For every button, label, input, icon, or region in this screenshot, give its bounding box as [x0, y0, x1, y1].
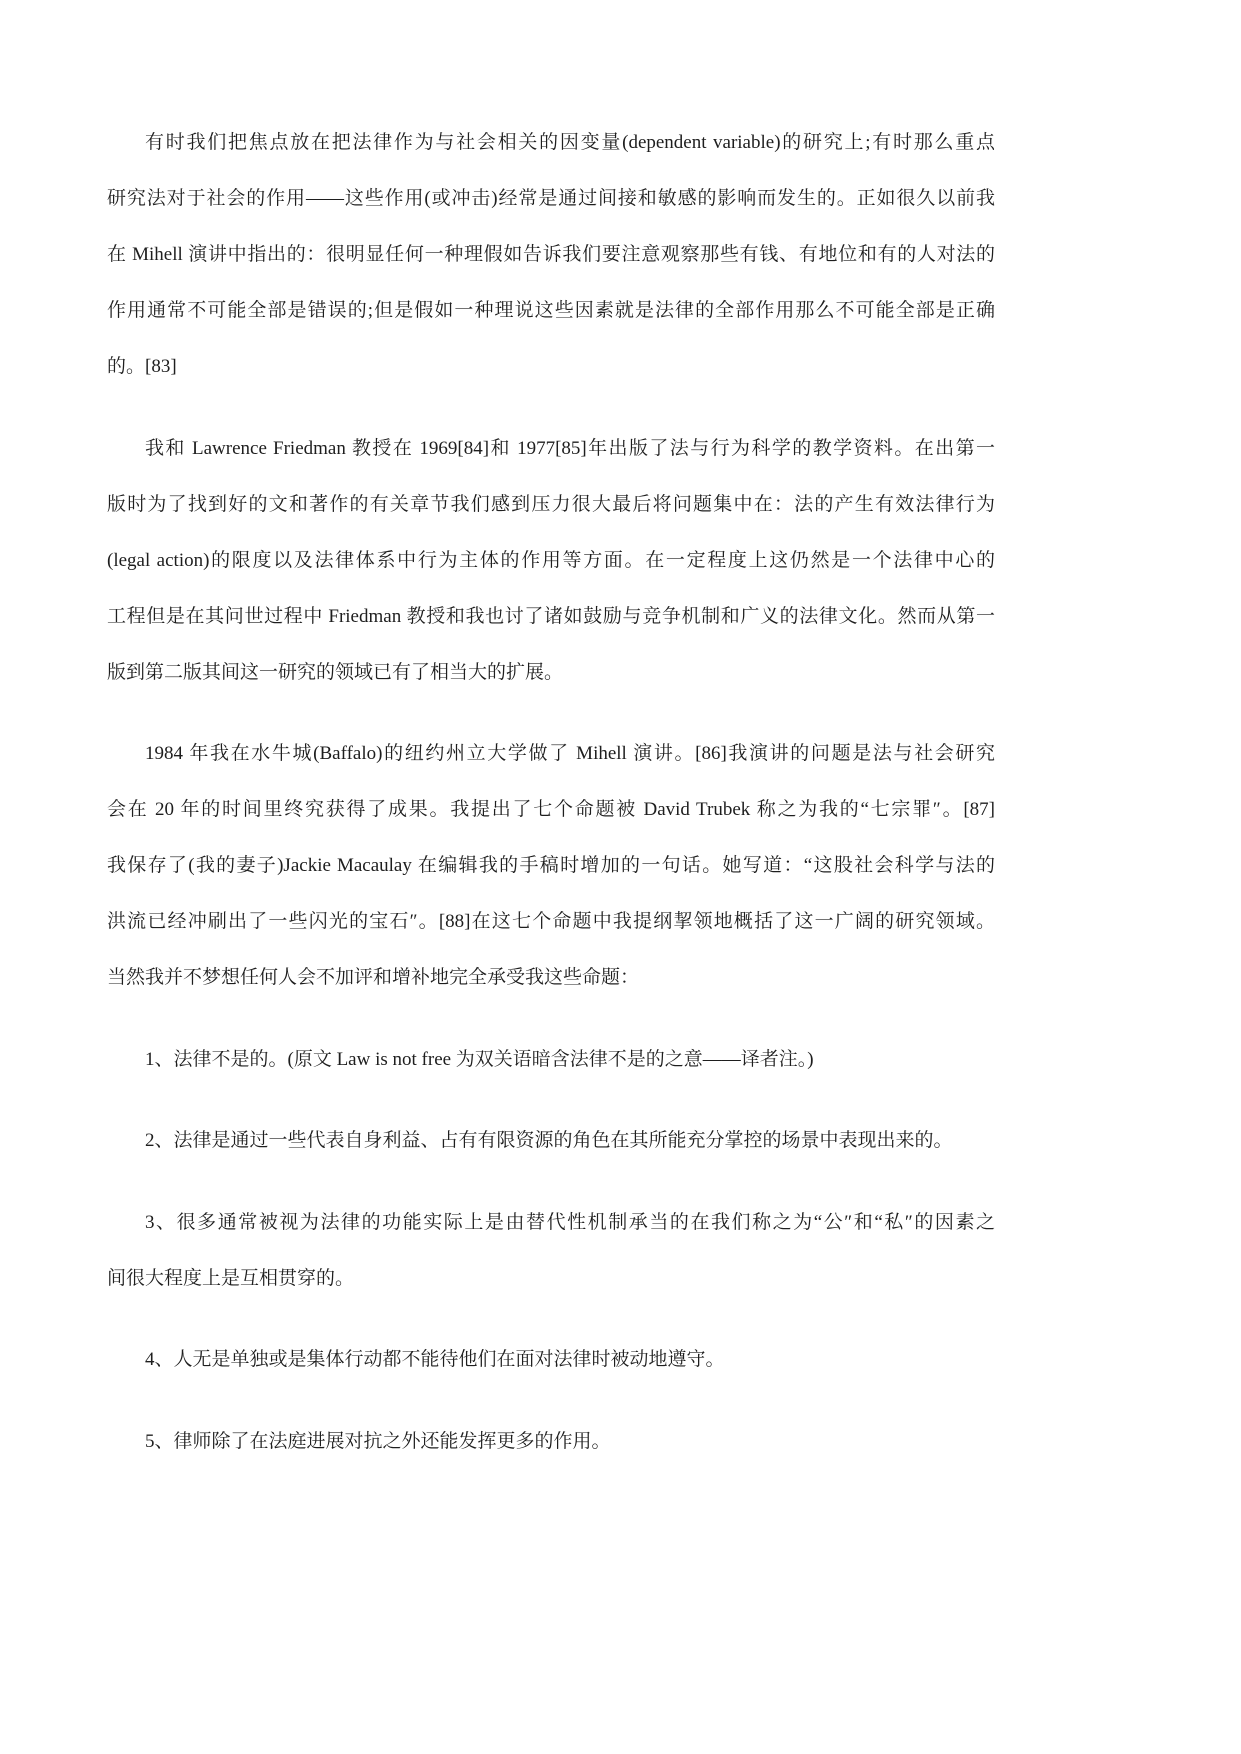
- list-item-5: [107, 1414, 995, 1470]
- text-line: 间很大程度上是互相贯穿的。: [107, 1267, 355, 1289]
- text-line: 1、法律不是的。(原文 Law is not free 为双关语暗含法律不是的之意——译者注。): [145, 1048, 814, 1070]
- list-item-4: [107, 1332, 995, 1388]
- document-body: [107, 115, 995, 1495]
- text-line: 的。[83]: [107, 356, 177, 377]
- list-item-1: [107, 1032, 995, 1088]
- text-line: 工程但是在其问世过程中 Friedman 教授和我也讨了诸如鼓励与竞争机制和广义的法律文化。然而从第一: [107, 605, 995, 627]
- text-line: 会在 20 年的时间里终究获得了成果。我提出了七个命题被 David Trubek 称之为我的“七宗罪″。[87]: [107, 799, 995, 820]
- text-line: 洪流已经冲刷出了一些闪光的宝石″。[88]在这七个命题中我提纲挈领地概括了这一广阔的研究领域。: [107, 911, 995, 932]
- text-line: 4、人无是单独或是集体行动都不能待他们在面对法律时被动地遵守。: [145, 1349, 725, 1370]
- text-line: 有时我们把焦点放在把法律作为与社会相关的因变量(dependent variable)的研究上;有时那么重点: [145, 132, 995, 153]
- text-line: 在 Mihell 演讲中指出的：很明显任何一种理假如告诉我们要注意观察那些有钱、有地位和有的人对法的: [107, 244, 995, 265]
- body-paragraph-2: [107, 421, 995, 701]
- text-line: 5、律师除了在法庭进展对抗之外还能发挥更多的作用。: [145, 1430, 611, 1452]
- body-paragraph-3: [107, 726, 995, 1006]
- text-line: 版时为了找到好的文和著作的有关章节我们感到压力很大最后将问题集中在：法的产生有效法律行为: [107, 493, 995, 515]
- text-line: 版到第二版其间这一研究的领域已有了相当大的扩展。: [107, 661, 564, 683]
- text-line: 当然我并不梦想任何人会不加评和增补地完全承受我这些命题：: [107, 967, 640, 988]
- text-line: 我和 Lawrence Friedman 教授在 1969[84]和 1977[85]年出版了法与行为科学的教学资料。在出第一: [145, 437, 995, 459]
- text-line: 我保存了(我的妻子)Jackie Macaulay 在编辑我的手稿时增加的一句话。她写道：“这股社会科学与法的: [107, 855, 995, 876]
- text-line: 1984 年我在水牛城(Baffalo)的纽约州立大学做了 Mihell 演讲。[86]我演讲的问题是法与社会研究: [145, 743, 995, 764]
- text-line: 3、很多通常被视为法律的功能实际上是由替代性机制承当的在我们称之为“公″和“私″的因素之: [145, 1211, 995, 1233]
- list-item-2: [107, 1113, 995, 1169]
- text-line: 2、法律是通过一些代表自身利益、占有有限资源的角色在其所能充分掌控的场景中表现出来的。: [145, 1130, 953, 1151]
- list-item-3: [107, 1195, 995, 1307]
- text-line: 研究法对于社会的作用——这些作用(或冲击)经常是通过间接和敏感的影响而发生的。正如很久以前我: [107, 188, 995, 209]
- text-line: 作用通常不可能全部是错误的;但是假如一种理说这些因素就是法律的全部作用那么不可能全部是正确: [107, 300, 995, 321]
- body-paragraph-1: [107, 115, 995, 395]
- text-line: (legal action)的限度以及法律体系中行为主体的作用等方面。在一定程度上这仍然是一个法律中心的: [107, 549, 995, 571]
